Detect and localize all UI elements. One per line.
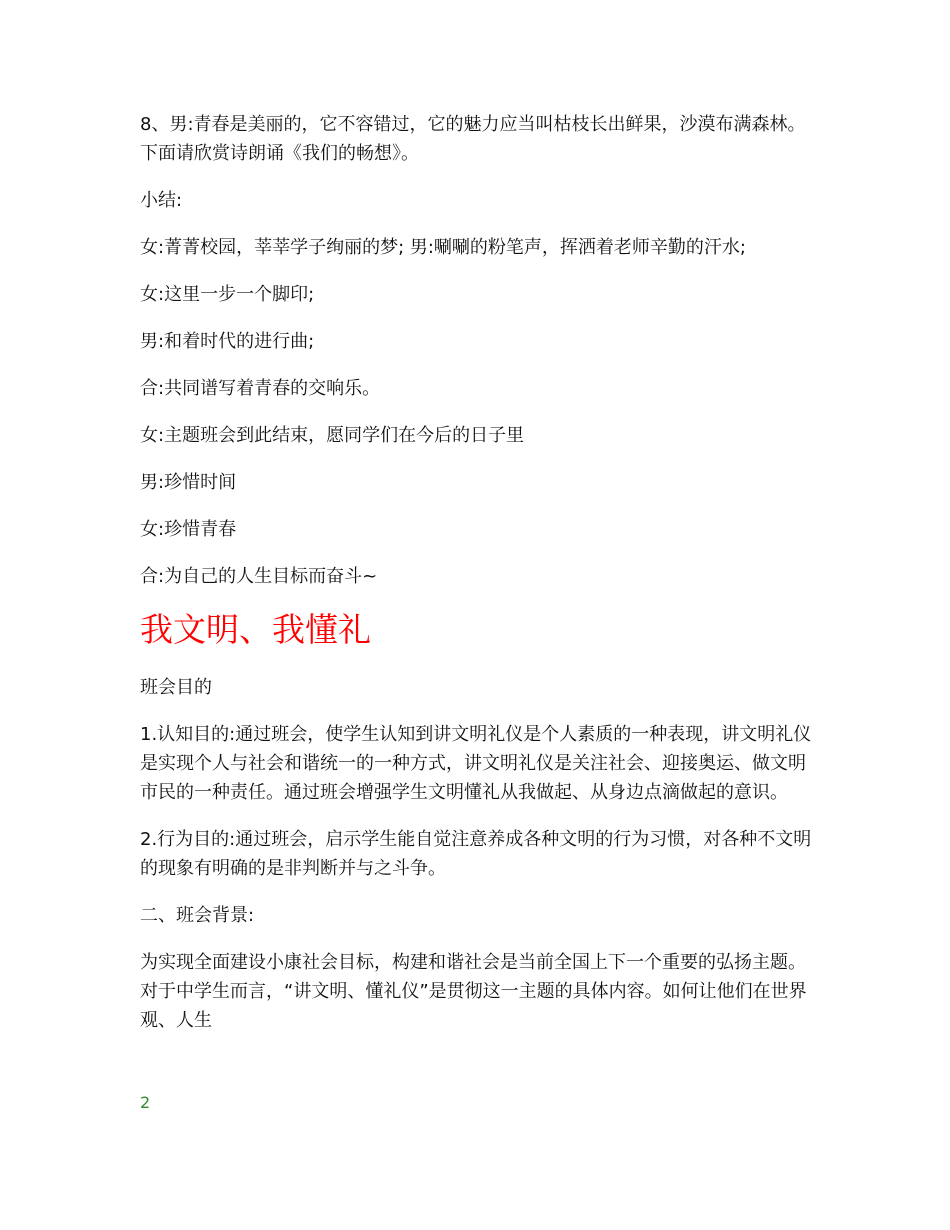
paragraph: 合:共同谱写着青春的交响乐。: [140, 378, 381, 399]
paragraph: 班会目的: [140, 677, 212, 698]
section-heading: 我文明、我懂礼: [140, 610, 371, 649]
paragraph: 合:为自己的人生目标而奋斗~: [140, 566, 378, 587]
paragraph: 女:这里一步一个脚印;: [140, 284, 315, 305]
paragraph: 二、班会背景:: [140, 905, 255, 926]
paragraph: 2.行为目的:通过班会，启示学生能自觉注意养成各种文明的行为习惯，对各种不文明的现象有明确的是非判断并与之斗争。: [140, 829, 812, 879]
paragraph: 男:珍惜时间: [140, 472, 237, 493]
paragraph: 男:和着时代的进行曲;: [140, 331, 315, 352]
paragraph: 女:珍惜青春: [140, 519, 237, 540]
paragraph: 女:主题班会到此结束，愿同学们在今后的日子里: [140, 425, 525, 446]
page-number: 2: [140, 1093, 151, 1112]
paragraph: 8、男:青春是美丽的，它不容错过，它的魅力应当叫枯枝长出鲜果，沙漠布满森林。下面请欣赏诗朗诵《我们的畅想》。: [140, 114, 806, 164]
paragraph: 女:菁菁校园，莘莘学子绚丽的梦; 男:唰唰的粉笔声，挥洒着老师辛勤的汗水;: [140, 237, 746, 258]
paragraph: 1.认知目的:通过班会，使学生认知到讲文明礼仪是个人素质的一种表现，讲文明礼仪是实现个人与社会和谐统一的一种方式，讲文明礼仪是关注社会、迎接奥运、做文明市民的一种责任。通过班会增强学生文明懂礼从我做起、从身边点滴做起的意识。: [140, 724, 812, 803]
paragraph: 为实现全面建设小康社会目标，构建和谐社会是当前全国上下一个重要的弘扬主题。对于中学生而言，“讲文明、懂礼仪”是贯彻这一主题的具体内容。如何让他们在世界观、人生: [140, 952, 807, 1031]
document-body: [140, 110, 812, 1053]
paragraph: 小结:: [140, 190, 183, 211]
